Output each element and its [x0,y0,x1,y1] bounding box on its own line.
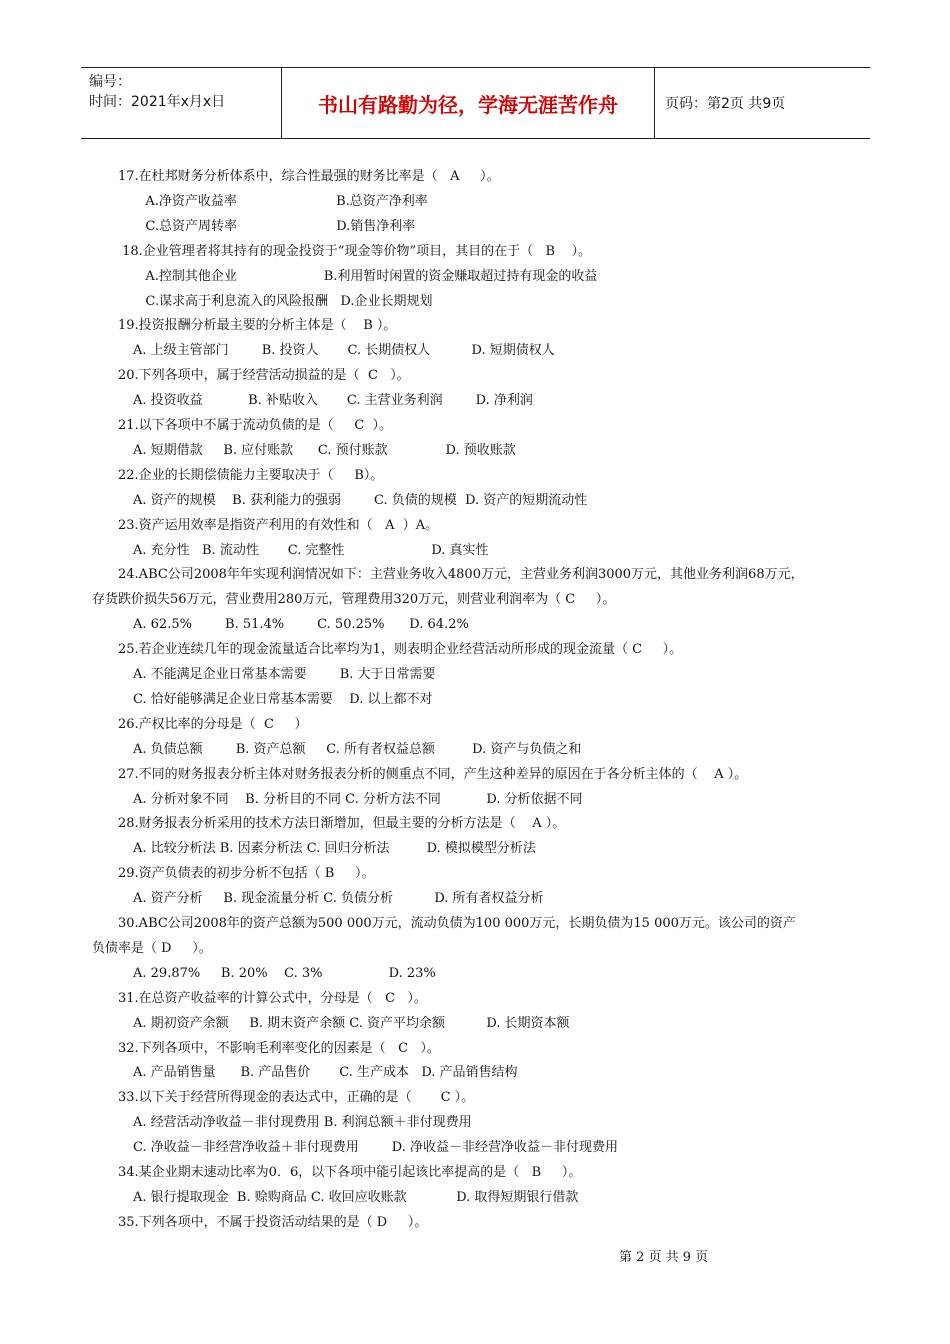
option-line: C. 恰好能够满足企业日常基本需要 D. 以上都不对 [133,691,433,707]
header-motto: 书山有路勤为径，学海无涯苦作舟 [282,68,655,138]
option-line: A. 分析对象不同 B. 分析目的不同 C. 分析方法不同 D. 分析依据不同 [133,791,583,807]
option-line: A.净资产收益率 B.总资产净利率 [133,193,428,209]
question-line: 32.下列各项中，不影响毛利率变化的因素是（ C ）。 [118,1040,440,1056]
option-line: A. 充分性 B. 流动性 C. 完整性 D. 真实性 [133,542,489,558]
option-line: A. 短期借款 B. 应付账款 C. 预付账款 D. 预收账款 [133,442,516,458]
page-footer: 第 2 页 共 9 页 [619,1250,709,1265]
option-line: A. 比较分析法 B. 因素分析法 C. 回归分析法 D. 模拟模型分析法 [133,841,536,857]
question-line: 30.ABC公司2008年的资产总额为500 000万元，流动负债为100 000万元，长期负债为15 000万元。该公司的资产 [118,916,796,931]
question-line: 23.资产运用效率是指资产利用的有效性和（ A ）A。 [118,517,439,533]
question-line: 33.以下关于经营所得现金的表达式中，正确的是（ C ）。 [118,1090,475,1106]
option-line: A. 期初资产余额 B. 期末资产余额 C. 资产平均余额 D. 长期资本额 [133,1015,570,1031]
question-line: 22.企业的长期偿债能力主要取决于（ B）。 [118,467,384,483]
header-meta [81,68,282,138]
question-line: 负债率是（ D ）。 [92,940,212,956]
time-label: 时间：2021年x月x日 [89,94,226,110]
option-line: A. 62.5% B. 51.4% C. 50.25% D. 64.2% [133,617,469,633]
question-line: 31.在总资产收益率的计算公式中，分母是（ C ）。 [118,990,427,1006]
question-line: 20.下列各项中，属于经营活动损益的是（ C ）。 [118,368,410,384]
option-line: A. 投资收益 B. 补贴收入 C. 主营业务利润 D. 净利润 [133,393,533,409]
question-line: 28.财务报表分析采用的技术方法日渐增加，但最主要的分析方法是（ A ）。 [118,816,566,832]
option-line: A. 资产的规模 B. 获利能力的强弱 C. 负债的规模 D. 资产的短期流动性 [133,492,588,508]
option-line: A. 29.87% B. 20% C. 3% D. 23% [133,965,436,981]
option-line: A. 负债总额 B. 资产总额 C. 所有者权益总额 D. 资产与负债之和 [133,741,582,757]
header-page-info: 页码：第2页 共9页 [665,96,786,112]
option-line: C.谋求高于利息流入的风险报酬 D.企业长期规划 [133,293,433,309]
option-line: A. 产品销售量 B. 产品售价 C. 生产成本 D. 产品销售结构 [133,1065,518,1081]
option-line: C.总资产周转率 D.销售净利率 [133,218,416,234]
question-line: 21.以下各项中不属于流动负债的是（ C ）。 [118,418,393,433]
question-line: 35.下列各项中，不属于投资活动结果的是（ D ）。 [118,1214,428,1230]
option-line: A. 经营活动净收益－非付现费用 B. 利润总额＋非付现费用 [133,1115,472,1131]
question-line: 29.资产负债表的初步分析不包括（ B ）。 [118,866,375,882]
option-line: A. 资产分析 B. 现金流量分析 C. 负债分析 D. 所有者权益分析 [133,891,544,907]
question-line: 17.在杜邦财务分析体系中，综合性最强的财务比率是（ A ）。 [118,169,500,184]
page-header [81,67,870,139]
question-line: 34.某企业期末速动比率为0．6，以下各项中能引起该比率提高的是（ B ）。 [118,1165,582,1180]
question-line: 26.产权比率的分母是（ C ） [118,716,308,732]
option-line: A. 银行提取现金 B. 赊购商品 C. 收回应收账款 D. 取得短期银行借款 [133,1189,579,1205]
question-line: 19.投资报酬分析最主要的分析主体是（ B ）。 [118,318,397,334]
option-line: A.控制其他企业 B.利用暂时闲置的资金赚取超过持有现金的收益 [133,268,598,284]
option-line: A. 上级主管部门 B. 投资人 C. 长期债权人 D. 短期债权人 [133,343,555,359]
question-line: 存货跌价损失56万元，营业费用280万元，管理费用320万元，则营业利润率为（ C ）。 [92,592,616,608]
question-line: 27.不同的财务报表分析主体对财务报表分析的侧重点不同，产生这种差异的原因在于各分析主体的（ A ）。 [118,766,748,782]
question-line: 18.企业管理者将其持有的现金投资于“现金等价物”项目，其目的在于（ B ）。 [118,243,592,259]
option-line: C. 净收益－非经营净收益＋非付现费用 D. 净收益－非经营净收益－非付现费用 [133,1140,619,1156]
question-line: 24.ABC公司2008年年实现利润情况如下：主营业务收入4800万元，主营业务利润3000万元，其他业务利润68万元， [118,567,804,583]
number-label: 编号： [89,74,131,90]
question-line: 25.若企业连续几年的现金流量适合比率均为1，则表明企业经营活动所形成的现金流量（ C ）。 [118,642,683,658]
option-line: A. 不能满足企业日常基本需要 B. 大于日常需要 [133,667,436,682]
